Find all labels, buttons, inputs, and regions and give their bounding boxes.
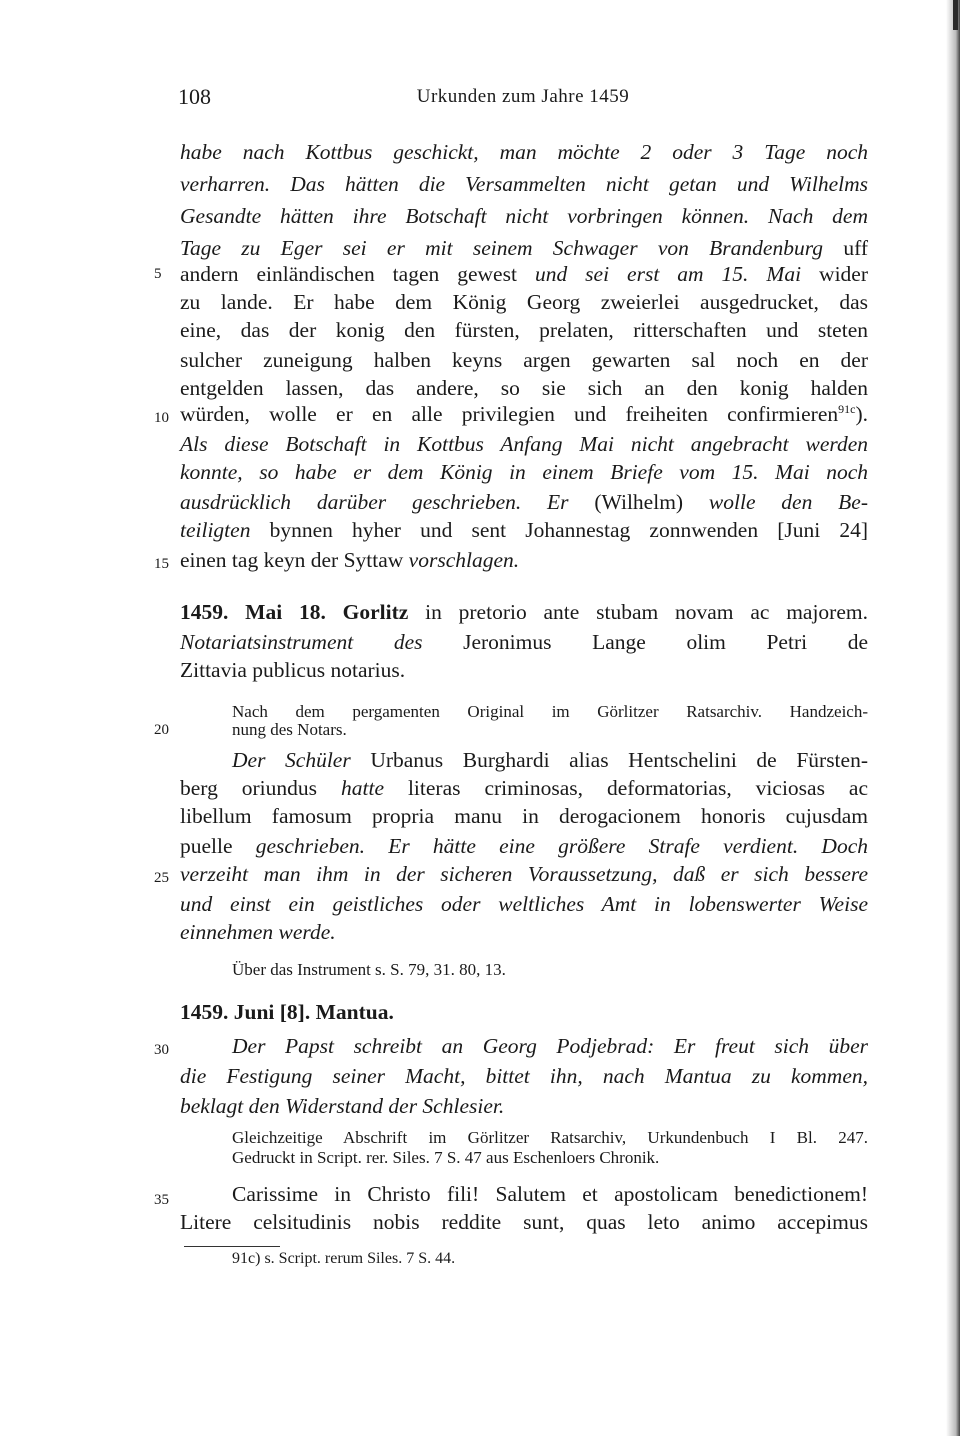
footnote-rule [184, 1246, 280, 1247]
line-number: 15 [154, 556, 169, 572]
source-note: Gleichzeitige Abschrift im Görlitzer Ratsarchiv, Urkundenbuch I Bl. 247. [232, 1128, 868, 1147]
text-line: Gesandte hätten ihre Botschaft nicht vorbringen können. Nach dem [180, 204, 868, 228]
text-line: Notariatsinstrument des Jeronimus Lange olim Petri de [180, 630, 868, 654]
line-number: 25 [154, 870, 169, 886]
text-line: Zittavia publicus notarius. [180, 658, 406, 682]
text-line: Litere celsitudinis nobis reddite sunt, quas leto animo accepimus [180, 1210, 868, 1234]
text-line: zu lande. Er habe dem König Georg zweierlei ausgedrucket, das [180, 290, 869, 314]
footnote-ref: 91c [838, 402, 856, 416]
text-line: entgelden lassen, das andere, so sie sich an den konig halden [180, 376, 868, 400]
text-line: puelle geschrieben. Er hätte eine größere Strafe verdient. Doch [180, 834, 868, 858]
text-line: Der Schüler Urbanus Burghardi alias Hentschelini de Fürsten- [232, 748, 868, 772]
page-edge-shadow [946, 0, 960, 1436]
line-number: 10 [154, 410, 169, 426]
text-line: beklagt den Widerstand der Schlesier. [180, 1094, 505, 1118]
source-note: Nach dem pergamenten Original im Görlitzer Ratsarchiv. Handzeich- [232, 702, 868, 721]
text-line: Carissime in Christo fili! Salutem et apostolicam benedictionem! [232, 1182, 868, 1206]
page-header [178, 84, 868, 118]
scan-corner-mark [953, 0, 958, 30]
line-number: 20 [154, 722, 169, 738]
text-line: teiligten bynnen hyher und sent Johannestag zonnwenden [Juni 24] [180, 518, 868, 542]
text-line: würden, wolle er en alle privilegien und freiheiten confirmieren$^{91c}$). [180, 402, 868, 426]
entry-heading: 1459. Mai 18. Gorlitz in pretorio ante stubam novam ac majorem. [180, 600, 868, 624]
text-line: einen tag keyn der Syttaw vorschlagen. [180, 548, 520, 572]
text-line: und einst ein geistliches oder weltliches Amt in lobenswerter Weise [180, 892, 868, 916]
text-line: verzeiht man ihm in der sicheren Voraussetzung, daß er sich bessere [180, 862, 868, 886]
footnote-mark: 91c) [232, 1250, 261, 1267]
footnote: 91c) s. Script. rerum Siles. 7 S. 44. [232, 1250, 456, 1267]
text-line: libellum famosum propria manu in derogacionem honoris cujusdam [180, 804, 868, 828]
text-line: die Festigung seiner Macht, bittet ihn, nach Mantua zu kommen, [180, 1064, 868, 1088]
text-line: konnte, so habe er dem König in einem Briefe vom 15. Mai noch [180, 460, 868, 484]
text-line: ausdrücklich darüber geschrieben. Er (Wilhelm) wolle den Be- [180, 490, 869, 514]
line-number: 35 [154, 1192, 169, 1208]
text-line: verharren. Das hätten die Versammelten nicht getan und Wilhelms [180, 172, 868, 196]
source-note: Gedruckt in Script. rer. Siles. 7 S. 47 aus Eschenloers Chronik. [232, 1148, 660, 1167]
text-line: Tage zu Eger sei er mit seinem Schwager von Brandenburg uff [180, 236, 868, 260]
text-line: Der Papst schreibt an Georg Podjebrad: Er freut sich über [232, 1034, 868, 1058]
text-line: sulcher zuneigung halben keyns argen gewarten sal noch en der [180, 348, 868, 372]
source-note: Über das Instrument s. S. 79, 31. 80, 13. [232, 960, 506, 979]
text-line: andern einländischen tagen gewest und sei erst am 15. Mai wider [180, 262, 869, 286]
text-line: einnehmen werde. [180, 920, 336, 944]
text-line: berg oriundus hatte literas criminosas, deformatorias, viciosas ac [180, 776, 868, 800]
line-number: 5 [154, 266, 162, 282]
line-number: 30 [154, 1042, 169, 1058]
text-line: Als diese Botschaft in Kottbus Anfang Mai nicht angebracht werden [180, 432, 868, 456]
page-number: 108 [178, 84, 211, 109]
source-note: nung des Notars. [232, 720, 347, 739]
running-title: Urkunden zum Jahre 1459 [416, 86, 630, 107]
text-line: eine, das der konig den fürsten, prelaten, ritterschaften und steten [180, 318, 868, 342]
text-line: habe nach Kottbus geschickt, man möchte 2 oder 3 Tage noch [180, 140, 868, 164]
entry-heading: 1459. Juni [8]. Mantua. [180, 1000, 394, 1024]
